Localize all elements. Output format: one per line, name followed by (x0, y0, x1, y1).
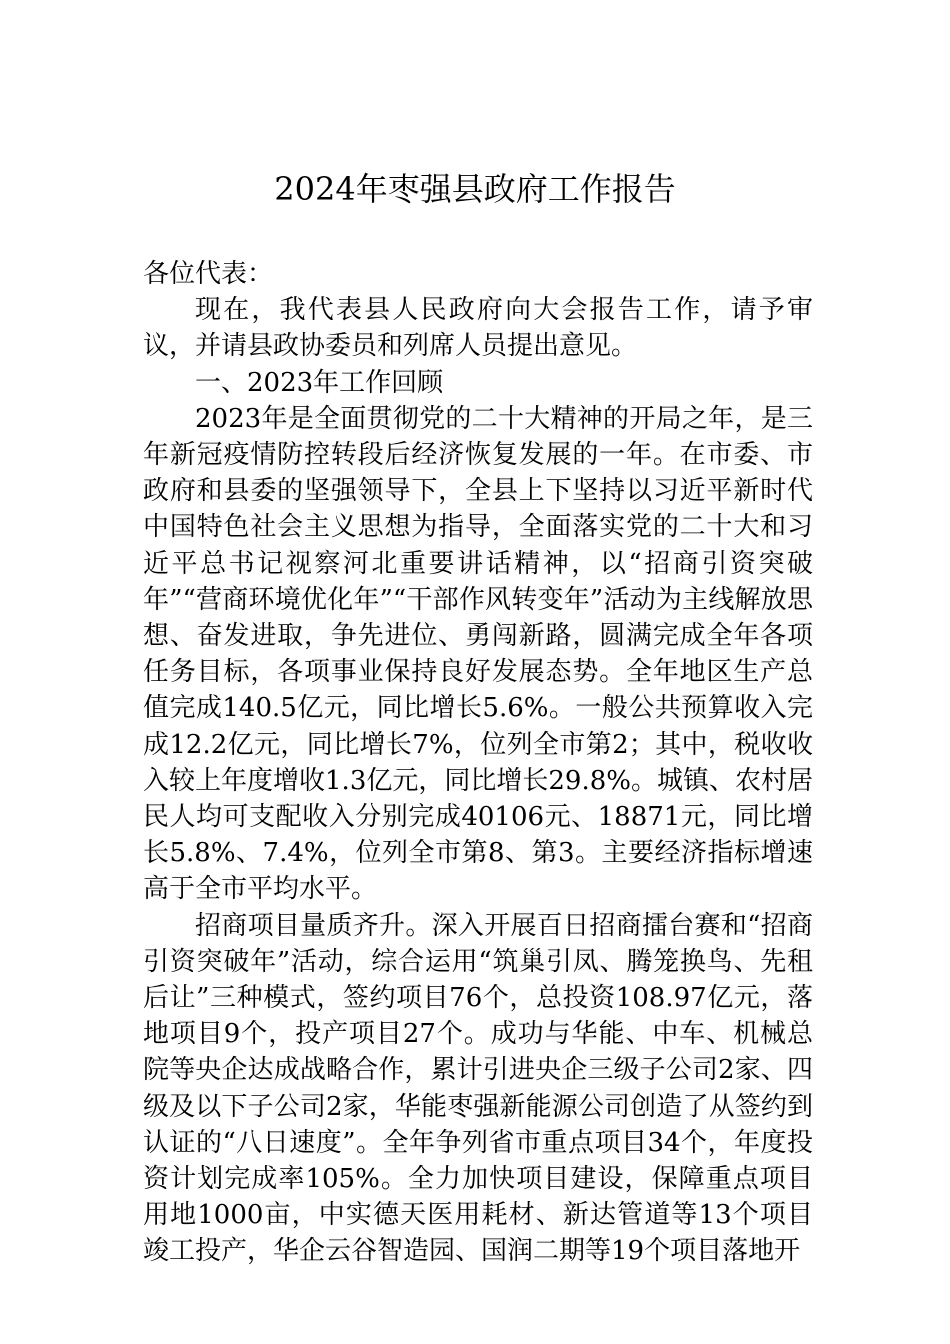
paragraph-review: 2023年是全面贯彻党的二十大精神的开局之年，是三年新冠疫情防控转段后经济恢复发展的一年。在市委、市政府和县委的坚强领导下，全县上下坚持以习近平新时代中国特色社会主义思想为指导，全面落实党的二十大和习近平总书记视察河北重要讲话精神，以“招商引资突破年”“营商环境优化年”“干部作风转变年”活动为主线解放思想、奋发进取，争先进位、勇闯新路，圆满完成全年各项任务目标，各项事业保持良好发展态势。全年地区生产总值完成140.5亿元，同比增长5.6%。一般公共预算收入完成12.2亿元，同比增长7%，位列全市第2；其中，税收收入较上年度增收1.3亿元，同比增长29.8%。城镇、农村居民人均可支配收入分别完成40106元、18871元，同比增长5.8%、7.4%，位列全市第8、第3。主要经济指标增速高于全市平均水平。 (143, 403, 813, 905)
salutation: 各位代表： (143, 259, 274, 289)
section-heading: 一、2023年工作回顾 (195, 367, 444, 398)
document-title: 2024年枣强县政府工作报告 (274, 170, 676, 208)
document-body (143, 256, 813, 1270)
paragraph-intro: 现在，我代表县人民政府向大会报告工作，请予审议，并请县政协委员和列席人员提出意见。 (143, 295, 813, 362)
paragraph-investment: 招商项目量质齐升。深入开展百日招商擂台赛和“招商引资突破年”活动，综合运用“筑巢引凤、腾笼换鸟、先租后让”三种模式，签约项目76个，总投资108.97亿元，落地项目9个，投产项目27个。成功与华能、中车、机械总院等央企达成战略合作，累计引进央企三级子公司2家、四级及以下子公司2家，华能枣强新能源公司创造了从签约到认证的“八日速度”。全年争列省市重点项目34个，年度投资计划完成率105%。全力加快项目建设，保障重点项目用地1000亩，中实德天医用耗材、新达管道等13个项目竣工投产，华企云谷智造园、国润二期等19个项目落地开 (143, 910, 813, 1267)
